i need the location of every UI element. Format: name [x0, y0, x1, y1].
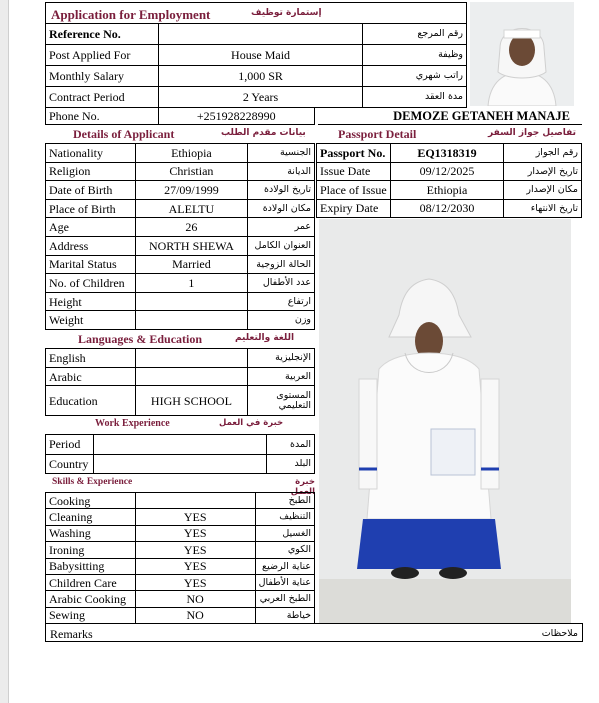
row-label-arabic: الديانة	[248, 162, 315, 181]
table-row	[46, 542, 315, 558]
row-label: Country	[46, 454, 94, 474]
row-label-arabic: الإنجليزية	[248, 349, 315, 368]
row-value: YES	[135, 525, 255, 541]
row-value: YES	[135, 542, 255, 558]
remarks-label-arabic: ملاحظات	[541, 628, 578, 639]
row-label-arabic: البلد	[267, 454, 315, 474]
row-label-arabic: خياطة	[255, 607, 314, 623]
row-label-arabic: الغسيل	[255, 525, 314, 541]
table-row	[46, 574, 315, 590]
row-value: Ethiopia	[390, 181, 504, 200]
table-row	[46, 525, 315, 541]
row-label-arabic: الجنسية	[248, 144, 315, 163]
row-value	[93, 435, 266, 455]
table-row	[46, 66, 467, 87]
row-label-arabic: مكان الإصدار	[504, 181, 582, 200]
row-label: Arabic	[46, 368, 136, 386]
row-value: Married	[135, 255, 247, 274]
row-label: English	[46, 349, 136, 368]
row-label-arabic: ارتفاع	[248, 292, 315, 311]
row-label-arabic: عناية الرضيع	[255, 558, 314, 574]
table-row	[46, 435, 315, 455]
table-row	[46, 493, 315, 509]
row-label-arabic: وزن	[248, 311, 315, 330]
applicant-section-header: Details of Applicant بيانات مقدم الطلب	[73, 127, 306, 141]
row-value	[135, 292, 247, 311]
row-label: Weight	[46, 311, 136, 330]
row-label: Reference No.	[46, 24, 159, 45]
row-label-arabic: رقم الجواز	[504, 144, 582, 163]
table-row	[46, 162, 315, 181]
row-label: Issue Date	[317, 162, 391, 181]
row-value: 09/12/2025	[390, 162, 504, 181]
row-value: EQ1318319	[390, 144, 504, 163]
row-label-arabic: تاريخ الإصدار	[504, 162, 582, 181]
table-row	[46, 218, 315, 237]
table-row	[46, 199, 315, 218]
row-value: YES	[135, 558, 255, 574]
table-row	[46, 236, 315, 255]
row-label: Monthly Salary	[46, 66, 159, 87]
row-value: 2 Years	[158, 87, 362, 108]
table-row	[46, 144, 315, 163]
row-label-arabic: الكوي	[255, 542, 314, 558]
table-row	[46, 274, 315, 293]
row-label-arabic: مدة العقد	[363, 87, 467, 108]
row-value: NO	[135, 591, 255, 607]
row-value	[135, 311, 247, 330]
row-value: YES	[135, 574, 255, 590]
row-value: 08/12/2030	[390, 199, 504, 218]
table-row	[46, 292, 315, 311]
row-value: House Maid	[158, 45, 362, 66]
row-value: 26	[135, 218, 247, 237]
page-left-margin	[0, 0, 9, 703]
row-label-arabic: عمر	[248, 218, 315, 237]
row-label: Period	[46, 435, 94, 455]
row-label-arabic: العنوان الكامل	[248, 236, 315, 255]
row-label: Ironing	[46, 542, 136, 558]
row-value: YES	[135, 509, 255, 525]
row-label-arabic: راتب شهري	[363, 66, 467, 87]
row-label: Place of Birth	[46, 199, 136, 218]
row-value	[135, 349, 248, 368]
phone-label: Phone No.	[46, 108, 159, 125]
row-label: Cooking	[46, 493, 136, 509]
form-title: Application for Employment	[51, 7, 211, 22]
languages-table	[45, 348, 315, 416]
row-label-arabic: عناية الأطفال	[255, 574, 314, 590]
table-row	[46, 607, 315, 623]
row-label-arabic: الحالة الزوجية	[248, 255, 315, 274]
table-row	[317, 199, 582, 218]
row-label-arabic: الطبخ	[255, 493, 314, 509]
row-label: Children Care	[46, 574, 136, 590]
row-label-arabic: الطبخ العربي	[255, 591, 314, 607]
row-label: Babysitting	[46, 558, 136, 574]
table-row	[46, 24, 467, 45]
row-value: NO	[135, 607, 255, 623]
remarks-row	[45, 623, 583, 642]
skills-table	[45, 492, 315, 624]
row-label: Sewing	[46, 607, 136, 623]
row-label-arabic: مكان الولادة	[248, 199, 315, 218]
table-row	[46, 509, 315, 525]
table-row	[317, 144, 582, 163]
phone-table	[45, 107, 315, 125]
row-label-arabic: المستوى التعليمي	[248, 386, 315, 416]
row-label: Cleaning	[46, 509, 136, 525]
row-label: Address	[46, 236, 136, 255]
table-row	[46, 558, 315, 574]
row-label: Date of Birth	[46, 181, 136, 200]
applicant-full-body-photo	[319, 219, 571, 623]
applicant-name: DEMOZE GETANEH MANAJE	[318, 108, 582, 125]
row-label: Religion	[46, 162, 136, 181]
row-label: No. of Children	[46, 274, 136, 293]
row-value	[135, 493, 255, 509]
applicant-portrait-photo	[470, 2, 574, 106]
table-row	[46, 311, 315, 330]
form-title-bar	[45, 2, 467, 24]
table-row	[46, 349, 315, 368]
row-value: 1	[135, 274, 247, 293]
row-value	[93, 454, 266, 474]
row-label: Contract Period	[46, 87, 159, 108]
row-value: Ethiopia	[135, 144, 247, 163]
skills-section-header: Skills & Experience خبرة العمل	[52, 477, 315, 497]
row-label-arabic: وظيفة	[363, 45, 467, 66]
table-row	[46, 386, 315, 416]
row-label: Place of Issue	[317, 181, 391, 200]
table-row	[46, 368, 315, 386]
row-label: Nationality	[46, 144, 136, 163]
table-row	[46, 591, 315, 607]
remarks-label: Remarks	[50, 627, 93, 641]
row-label-arabic: عدد الأطفال	[248, 274, 315, 293]
passport-section-header: Passport Detail تفاصيل جواز السفر	[338, 127, 577, 141]
row-value	[158, 24, 362, 45]
table-row	[46, 87, 467, 108]
form-title-arabic: إستمارة توظيف	[251, 8, 322, 18]
row-label: Arabic Cooking	[46, 591, 136, 607]
row-label-arabic: التنظيف	[255, 509, 314, 525]
row-label: Height	[46, 292, 136, 311]
row-value: HIGH SCHOOL	[135, 386, 248, 416]
phone-value: +251928228990	[158, 108, 314, 125]
row-value: 27/09/1999	[135, 181, 247, 200]
table-row	[46, 45, 467, 66]
languages-section-header: Languages & Education اللغة والتعليم	[78, 332, 295, 346]
row-label-arabic: رقم المرجع	[363, 24, 467, 45]
table-row	[317, 162, 582, 181]
row-label-arabic: العربية	[248, 368, 315, 386]
row-value: ALELTU	[135, 199, 247, 218]
row-label-arabic: تاريخ الولادة	[248, 181, 315, 200]
row-value: NORTH SHEWA	[135, 236, 247, 255]
top-info-table	[45, 23, 467, 108]
row-label-arabic: تاريخ الانتهاء	[504, 199, 582, 218]
table-row	[46, 255, 315, 274]
work-section-header: Work Experience خبرة في العمل	[95, 418, 284, 429]
row-label: Passport No.	[317, 144, 391, 163]
row-label: Washing	[46, 525, 136, 541]
passport-details-table	[316, 143, 582, 218]
table-row	[317, 181, 582, 200]
row-value: Christian	[135, 162, 247, 181]
row-label: Education	[46, 386, 136, 416]
table-row	[46, 454, 315, 474]
row-label: Marital Status	[46, 255, 136, 274]
row-value	[135, 368, 248, 386]
row-label: Expiry Date	[317, 199, 391, 218]
row-label: Post Applied For	[46, 45, 159, 66]
applicant-details-table	[45, 143, 315, 330]
work-experience-table	[45, 434, 315, 474]
table-row	[46, 181, 315, 200]
row-label-arabic: المدة	[267, 435, 315, 455]
row-label: Age	[46, 218, 136, 237]
row-value: 1,000 SR	[158, 66, 362, 87]
